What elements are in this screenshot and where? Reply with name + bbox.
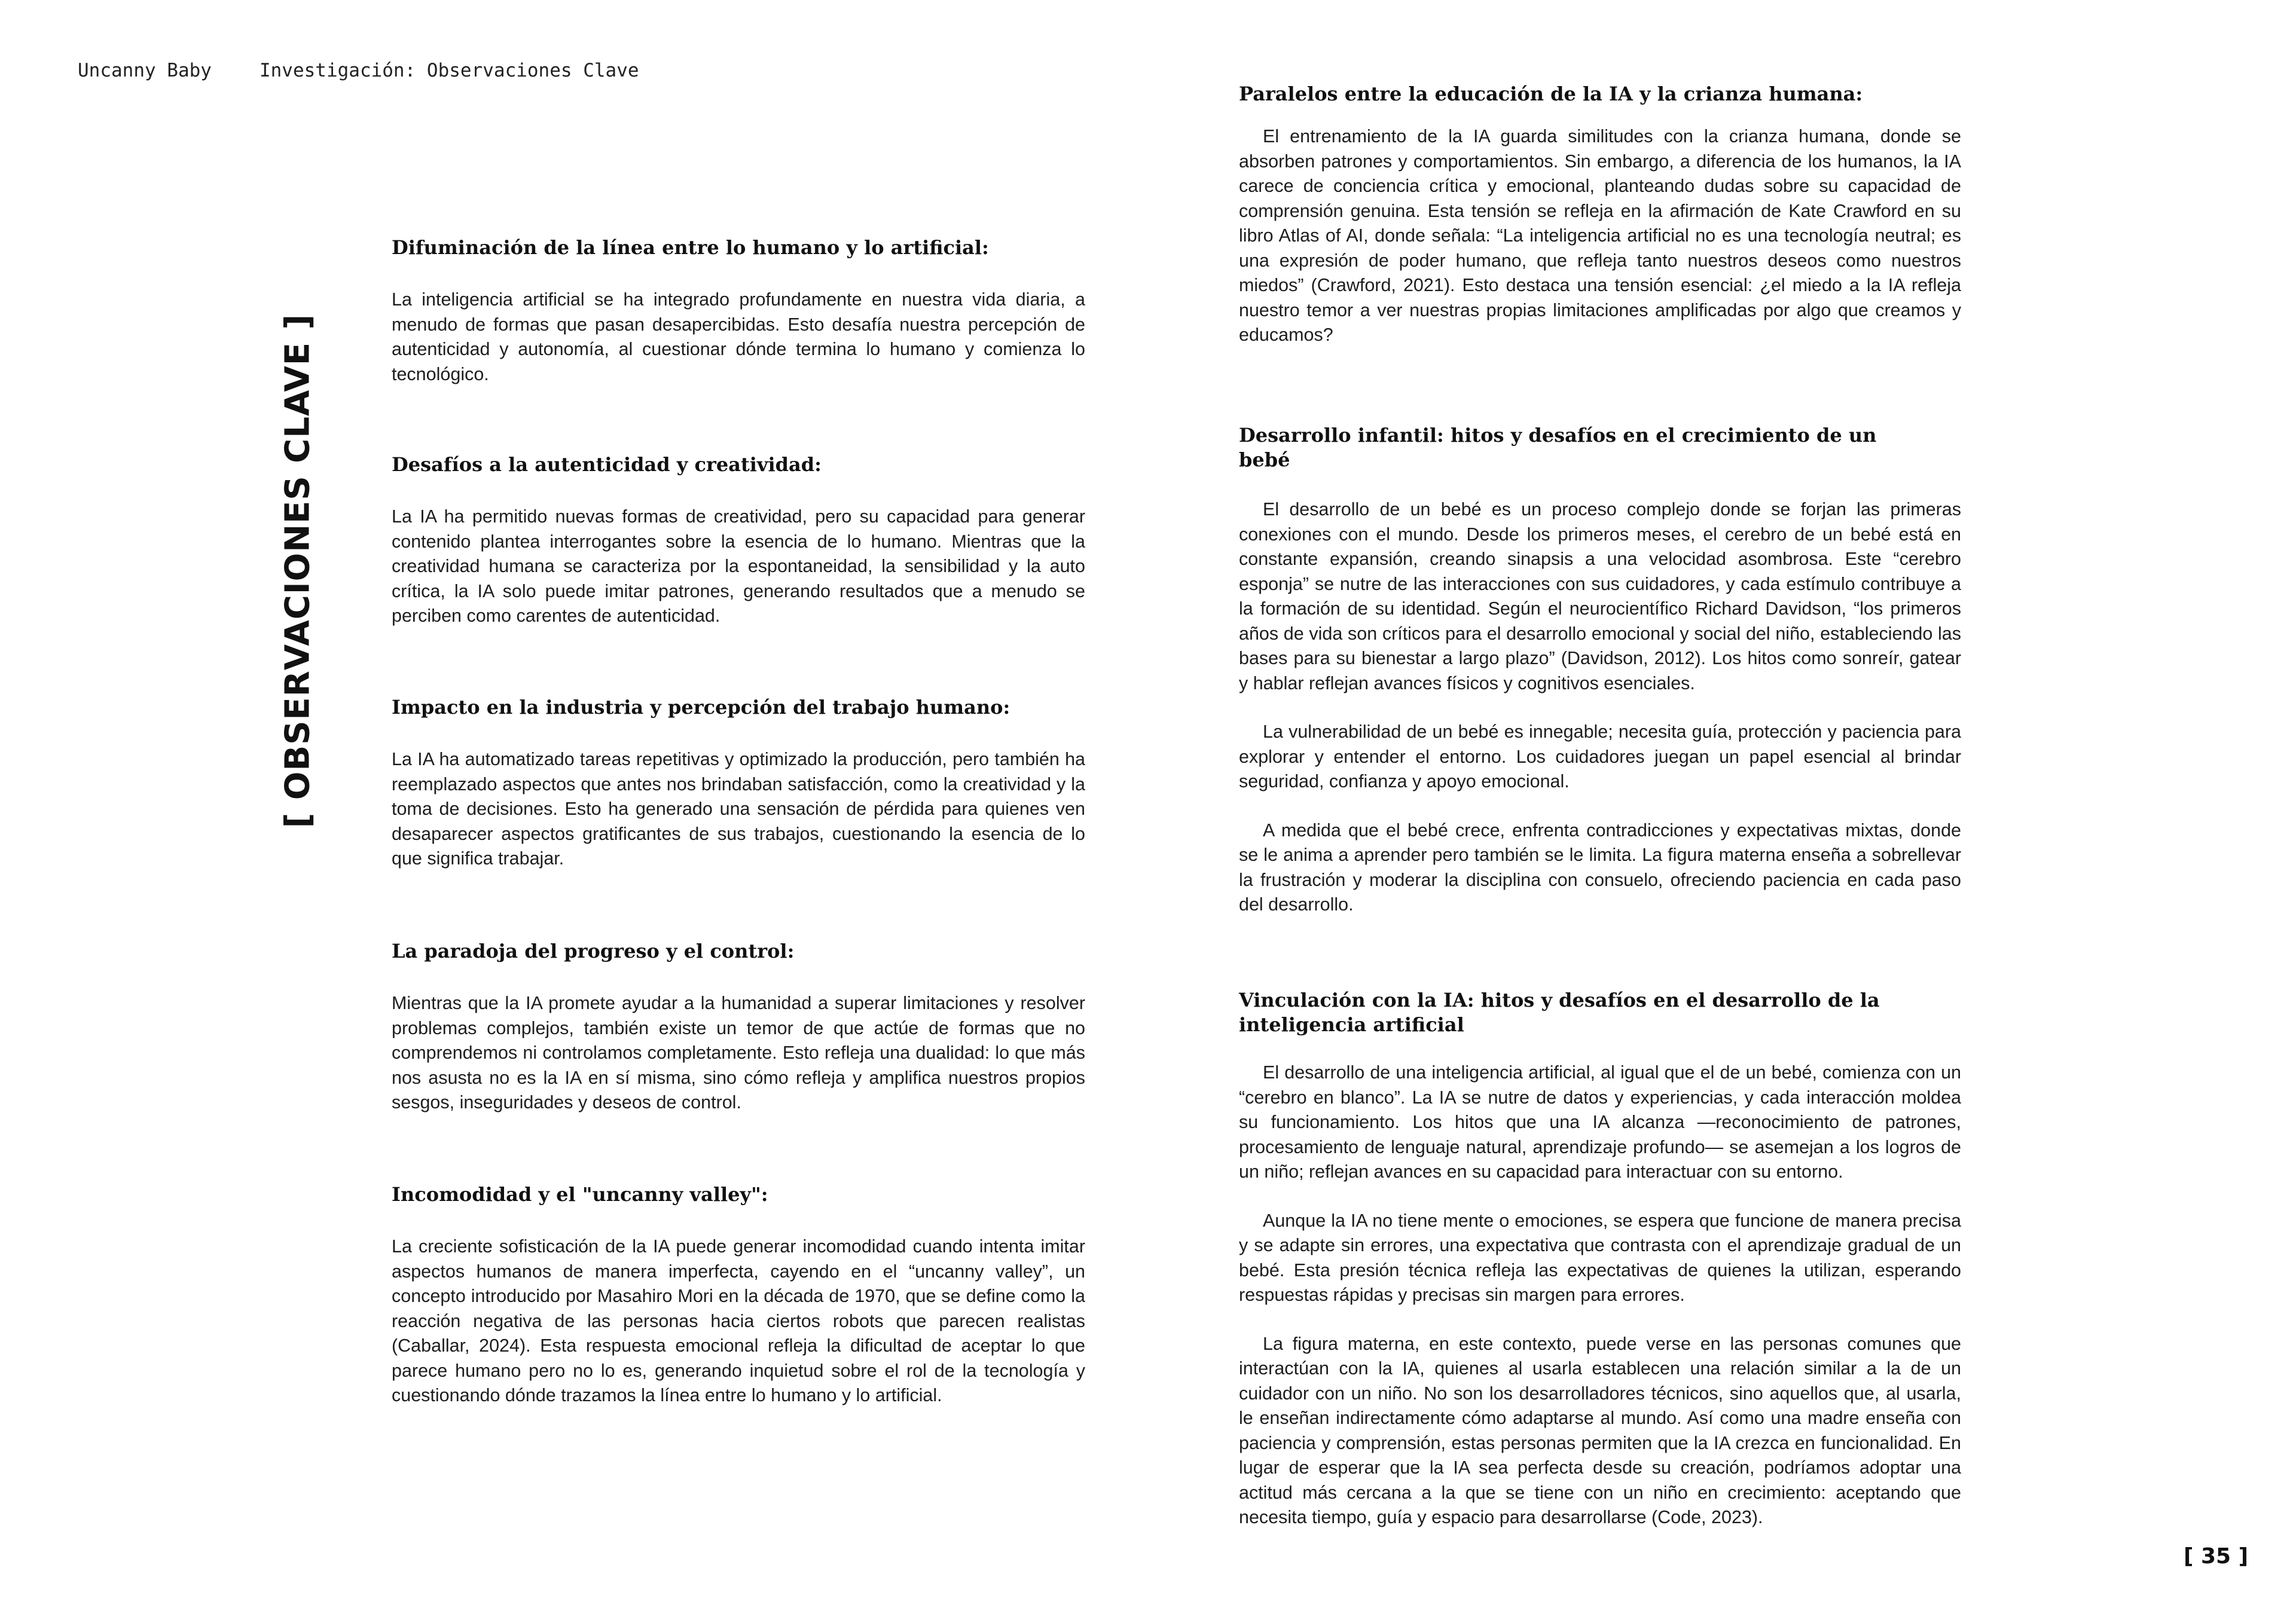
chapter-title: Investigación: Observaciones Clave bbox=[259, 60, 639, 81]
section-industry-impact bbox=[392, 695, 1085, 895]
section-heading: Incomodidad y el "uncanny valley": bbox=[392, 1183, 768, 1206]
section-heading: La paradoja del progreso y el control: bbox=[392, 940, 795, 962]
body-paragraph: A medida que el bebé crece, enfrenta contradicciones y expectativas mixtas, donde se le anima a aprender pero también se le limita. La figura materna enseña a sobrellevar la frustración y moderar la disciplina con consuelo, ofreciendo paciencia en cada paso del desarrollo. bbox=[1239, 820, 1961, 915]
section-heading: Vinculación con la IA: hitos y desafíos en el desarrollo de la inteligencia artificial bbox=[1239, 989, 1880, 1036]
section-blurring-line bbox=[392, 236, 1085, 411]
body-paragraph: La IA ha permitido nuevas formas de creatividad, pero su capacidad para generar contenido plantea interrogantes sobre la esencia de lo humano. Mientras que la creatividad humana se caracteriza por la espontaneidad, la sensibilidad y la auto crítica, la IA solo puede imitar patrones, generando resultados que a menudo se perciben como carentes de autenticidad. bbox=[392, 506, 1085, 626]
body-paragraph: El desarrollo de una inteligencia artificial, al igual que el de un bebé, comienza con un “cerebro en blanco”. La IA se nutre de datos y experiencias, y cada interacción moldea su funcionamiento. Los hitos que una IA alcanza —reconocimiento de patrones, procesamiento de lenguaje natural, aprendizaje profundo— se asemejan a los logros de un niño; reflejan avances en su capacidad para interactuar con su entorno. bbox=[1239, 1062, 1961, 1182]
section-ai-link bbox=[1239, 988, 1897, 1055]
body-paragraph: La inteligencia artificial se ha integrado profundamente en nuestra vida diaria, a menudo de formas que pasan desapercibidas. Esto desafía nuestra percepción de autenticidad y autonomía, al cuestionar dónde termina lo humano y comienza lo tecnológico. bbox=[392, 289, 1085, 384]
section-heading: Difuminación de la línea entre lo humano y lo artificial: bbox=[392, 236, 989, 259]
body-paragraph: Aunque la IA no tiene mente o emociones, se espera que funcione de manera precisa y se adapte sin errores, una expectativa que contrasta con el aprendizaje gradual de un bebé. Esta presión técnica refleja las expectativas de quienes la utilizan, esperando respuestas rápidas y precisas sin margen para errores. bbox=[1239, 1210, 1961, 1305]
section-authenticity-creativity bbox=[392, 453, 1085, 653]
body-paragraph: La figura materna, en este contexto, puede verse en las personas comunes que interactúan con la IA, quienes al usarla establecen una relación similar a la de un cuidador con un niño. No son los desarrolladores técnicos, sino aquellos que, al usarla, le enseñan indirectamente cómo adaptarse al mundo. Así como una madre enseña con paciencia y comprensión, estas personas permiten que la IA crezca en funcionalidad. En lugar de esperar que la IA sea perfecta desde su creación, podríamos adoptar una actitud más cercana a la que se tiene con un niño en crecimiento: aceptando que necesita tiempo, guía y espacio para desarrollarse (Code, 2023). bbox=[1239, 1333, 1961, 1527]
book-title: Uncanny Baby bbox=[78, 60, 212, 81]
section-heading: Impacto en la industria y percepción del trabajo humano: bbox=[392, 696, 1010, 719]
section-ai-education-parallels bbox=[1239, 82, 1961, 372]
running-header bbox=[78, 60, 639, 81]
section-title-vertical: [ OBSERVACIONES CLAVE ] bbox=[278, 313, 317, 829]
section-heading: Paralelos entre la educación de la IA y la crianza humana: bbox=[1239, 82, 1863, 105]
section-heading: Desafíos a la autenticidad y creatividad: bbox=[392, 453, 822, 476]
section-child-development-body bbox=[1239, 497, 1961, 942]
section-progress-paradox bbox=[392, 939, 1085, 1139]
body-paragraph: El entrenamiento de la IA guarda similitudes con la crianza humana, donde se absorben patrones y comportamientos. Sin embargo, a diferencia de los humanos, la IA carece de conciencia crítica y emocional, planteando dudas sobre su capacidad de comprensión genuina. Esta tensión se refleja en la afirmación de Kate Crawford en su libro Atlas of AI, donde señala: “La inteligencia artificial no es una tecnología neutral; es una expresión de poder humano, que refleja tanto nuestros deseos como nuestros miedos” (Crawford, 2021). Esto destaca una tensión esencial: ¿el miedo a la IA refleja nuestro temor a ver nuestras propias limitaciones amplificadas por algo que creamos y educamos? bbox=[1239, 126, 1961, 345]
body-paragraph: La creciente sofisticación de la IA puede generar incomodidad cuando intenta imitar aspectos humanos de manera imperfecta, cayendo en el “uncanny valley”, un concepto introducido por Masahiro Mori en la década de 1970, que se define como la reacción negativa de las personas hacia ciertos robots que parecen realistas (Caballar, 2024). Esta respuesta emocional refleja la dificultad de aceptar lo que parece humano pero no lo es, generando inquietud sobre el rol de la tecnología y cuestionando dónde trazamos la línea entre lo humano y lo artificial. bbox=[392, 1236, 1085, 1405]
section-heading: Desarrollo infantil: hitos y desafíos en el crecimiento de un bebé bbox=[1239, 424, 1877, 471]
body-paragraph: Mientras que la IA promete ayudar a la humanidad a superar limitaciones y resolver problemas complejos, también existe un temor de que actúe de formas que no comprendemos ni controlamos completamente. Esto refleja una dualidad: lo que más nos asusta no es la IA en sí misma, sino cómo refleja y amplifica nuestros propios sesgos, inseguridades y deseos de control. bbox=[392, 993, 1085, 1112]
body-paragraph: La IA ha automatizado tareas repetitivas y optimizado la producción, pero también ha reemplazado aspectos que antes nos brindaban satisfacción, como la creatividad y la toma de decisiones. Esto ha generado una sensación de pérdida para quienes ven desaparecer aspectos gratificantes de sus trabajos, cuestionando la esencia de lo que significa trabajar. bbox=[392, 749, 1085, 869]
body-paragraph: La vulnerabilidad de un bebé es innegable; necesita guía, protección y paciencia para explorar y entender el entorno. Los cuidadores juegan un papel esencial al brindar seguridad, confianza y apoyo emocional. bbox=[1239, 722, 1961, 791]
body-paragraph: El desarrollo de un bebé es un proceso complejo donde se forjan las primeras conexiones con el mundo. Desde los primeros meses, el cerebro de un bebé está en constante expansión, creando sinapsis a una velocidad asombrosa. Este “cerebro esponja” se nutre de las interacciones con sus cuidadores, y cada estímulo contribuye a la formación de su identidad. Según el neurocientífico Richard Davidson, “los primeros años de vida son críticos para el desarrollo emocional y social del niño, estableciendo las bases para su bienestar a largo plazo” (Davidson, 2012). Los hitos como sonreír, gatear y hablar reflejan avances físicos y cognitivos esenciales. bbox=[1239, 499, 1961, 693]
page-number: [ 35 ] bbox=[2184, 1544, 2249, 1569]
section-ai-link-body bbox=[1239, 1060, 1961, 1554]
section-uncanny-valley bbox=[392, 1182, 1085, 1432]
section-child-development bbox=[1239, 423, 1897, 490]
